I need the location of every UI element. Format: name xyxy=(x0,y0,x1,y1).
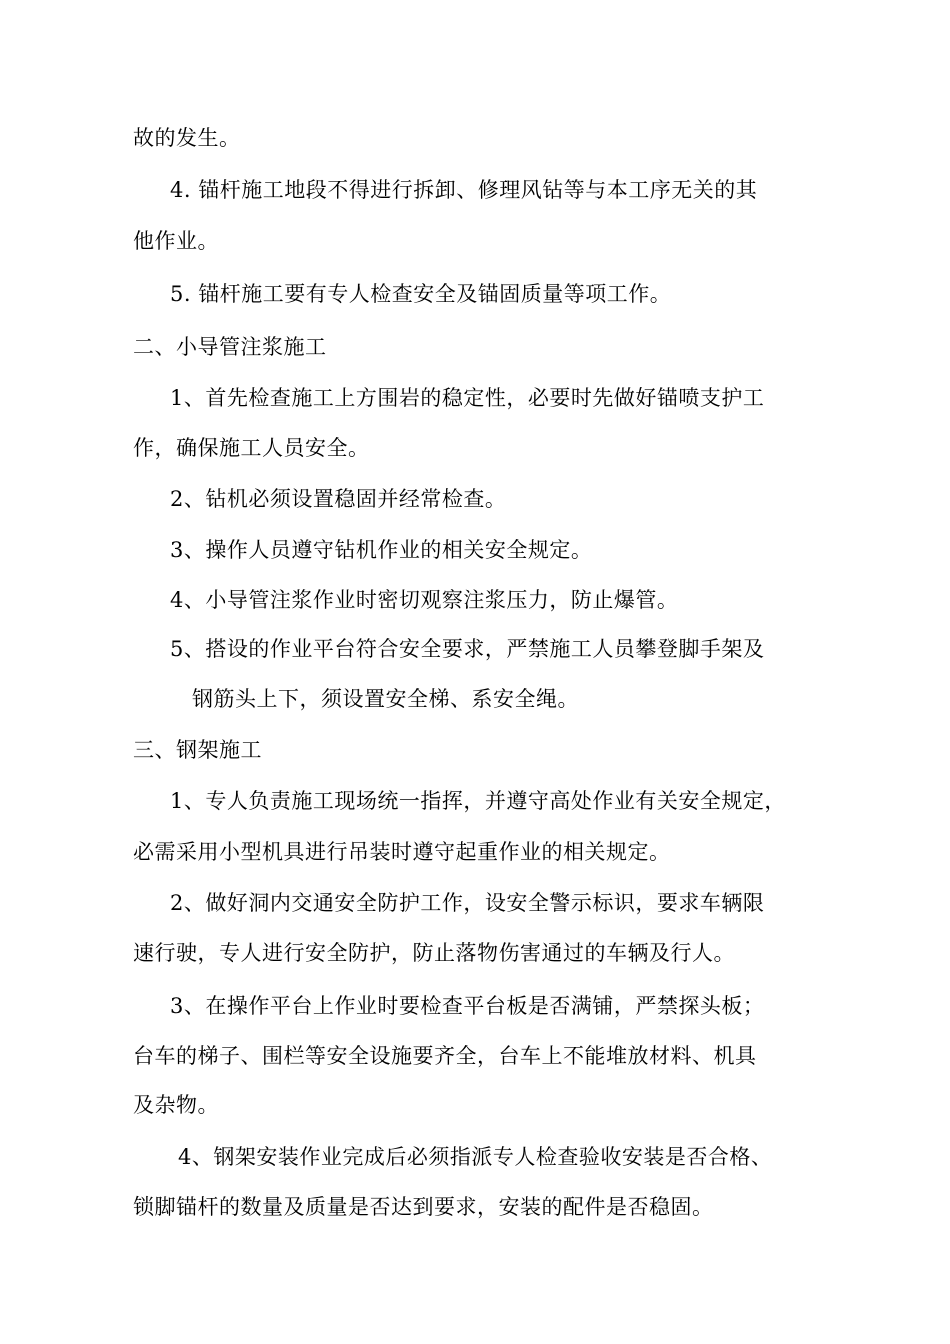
text-line: 4、小导管注浆作业时密切观察注浆压力，防止爆管。 xyxy=(170,588,679,612)
text-line: 3、在操作平台上作业时要检查平台板是否满铺，严禁探头板； xyxy=(170,994,765,1018)
text-line: 5. 锚杆施工要有专人检查安全及锚固质量等项工作。 xyxy=(170,282,672,306)
text-line: 4、钢架安装作业完成后必须指派专人检查验收安装是否合格、 xyxy=(178,1145,773,1169)
text-line: 他作业。 xyxy=(133,229,219,253)
text-line: 台车的梯子、围栏等安全设施要齐全，台车上不能堆放材料、机具 xyxy=(133,1044,757,1068)
text-line: 锁脚锚杆的数量及质量是否达到要求，安装的配件是否稳固。 xyxy=(133,1195,714,1219)
text-line: 钢筋头上下，须设置安全梯、系安全绳。 xyxy=(192,687,579,711)
text-line: 故的发生。 xyxy=(133,126,241,150)
section-heading: 二、小导管注浆施工 xyxy=(133,335,327,359)
section-heading: 三、钢架施工 xyxy=(133,738,262,762)
text-line: 及杂物。 xyxy=(133,1093,219,1117)
text-line: 作，确保施工人员安全。 xyxy=(133,436,370,460)
text-line: 3、操作人员遵守钻机作业的相关安全规定。 xyxy=(170,538,593,562)
text-line: 速行驶，专人进行安全防护，防止落物伤害通过的车辆及行人。 xyxy=(133,941,735,965)
text-line: 1、专人负责施工现场统一指挥，并遵守高处作业有关安全规定， xyxy=(170,789,786,813)
text-line: 2、钻机必须设置稳固并经常检查。 xyxy=(170,487,507,511)
text-line: 4. 锚杆施工地段不得进行拆卸、修理风钻等与本工序无关的其 xyxy=(170,178,758,202)
text-line: 2、做好洞内交通安全防护工作，设安全警示标识，要求车辆限 xyxy=(170,891,765,915)
text-line: 1、首先检查施工上方围岩的稳定性，必要时先做好锚喷支护工 xyxy=(170,386,765,410)
text-line: 必需采用小型机具进行吊装时遵守起重作业的相关规定。 xyxy=(133,840,671,864)
text-line: 5、搭设的作业平台符合安全要求，严禁施工人员攀登脚手架及 xyxy=(170,637,765,661)
